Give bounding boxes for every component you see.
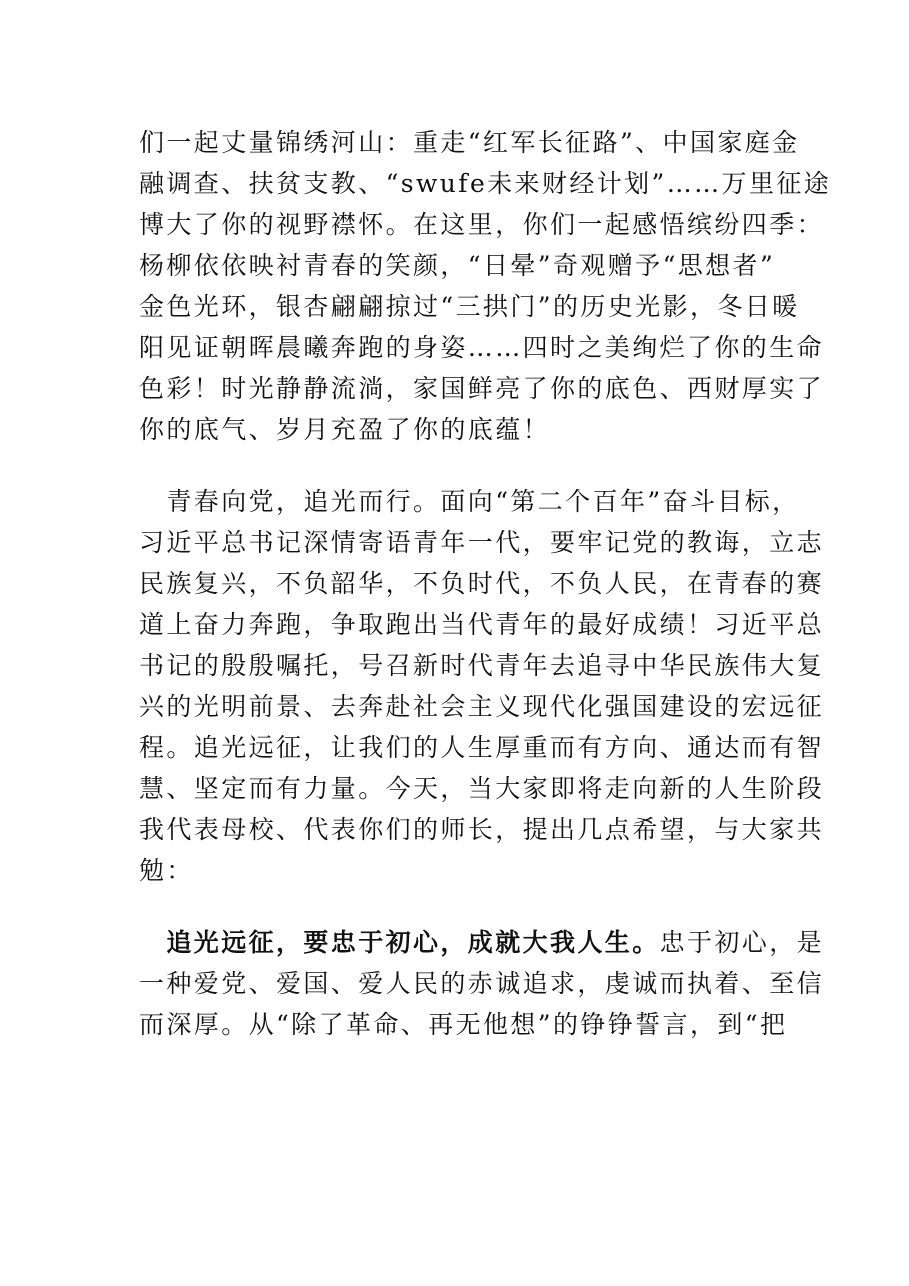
text-line: 道上奋力奔跑，争取跑出当代青年的最好成绩！习近平总 bbox=[139, 610, 825, 639]
text-line: 书记的殷殷嘱托，号召新时代青年去追寻中华民族伟大复 bbox=[139, 651, 825, 680]
text-line: 博大了你的视野襟怀。在这里，你们一起感悟缤纷四季： bbox=[139, 210, 825, 239]
paragraph-3 bbox=[139, 922, 825, 1045]
text-line: 一种爱党、爱国、爱人民的赤诚追求，虔诚而执着、至信 bbox=[139, 969, 825, 998]
text-line: 民族复兴，不负韶华，不负时代，不负人民，在青春的赛 bbox=[139, 569, 825, 598]
text-line: 金色光环，银杏翩翩掠过“三拱门”的历史光影，冬日暖 bbox=[139, 292, 800, 321]
text-line: 色彩！时光静静流淌，家国鲜亮了你的底色、西财厚实了 bbox=[139, 374, 825, 403]
paragraph-gap bbox=[139, 891, 779, 922]
text-line: 杨柳依依映衬青春的笑颜，“日晕”奇观赠予“思想者” bbox=[139, 251, 776, 280]
document-body bbox=[139, 122, 832, 1045]
text-line: 慧、坚定而有力量。今天，当大家即将走向新的人生阶段 bbox=[139, 774, 825, 803]
text-line: 你的底气、岁月充盈了你的底蕴！ bbox=[139, 415, 551, 444]
text-line: 青春向党，追光而行。面向“第二个百年”奋斗目标， bbox=[139, 487, 800, 516]
text-line: 我代表母校、代表你们的师长，提出几点希望，与大家共 bbox=[139, 815, 825, 844]
text-line bbox=[139, 922, 825, 963]
text-line: 程。追光远征，让我们的人生厚重而有方向、通达而有智 bbox=[139, 733, 825, 762]
heading-line-rest: 忠于初心，是 bbox=[659, 928, 825, 957]
text-line: 们一起丈量锦绣河山：重走“红军长征路”、中国家庭金 bbox=[139, 128, 800, 157]
text-line: 习近平总书记深情寄语青年一代，要牢记党的教诲，立志 bbox=[139, 528, 825, 557]
text-line: 阳见证朝晖晨曦奔跑的身姿……四时之美绚烂了你的生命 bbox=[139, 333, 825, 362]
text-line: 而深厚。从“除了革命、再无他想”的铮铮誓言，到“把 bbox=[139, 1010, 788, 1039]
paragraph-2 bbox=[139, 481, 825, 891]
text-line: 兴的光明前景、去奔赴社会主义现代化强国建设的宏远征 bbox=[139, 692, 825, 721]
text-line: 融调查、扶贫支教、“swufe未来财经计划”……万里征途 bbox=[139, 169, 832, 198]
paragraph-1 bbox=[139, 122, 832, 450]
text-line: 勉： bbox=[139, 856, 194, 885]
paragraph-gap bbox=[139, 450, 779, 481]
section-heading: 追光远征，要忠于初心，成就大我人生。 bbox=[139, 928, 660, 957]
